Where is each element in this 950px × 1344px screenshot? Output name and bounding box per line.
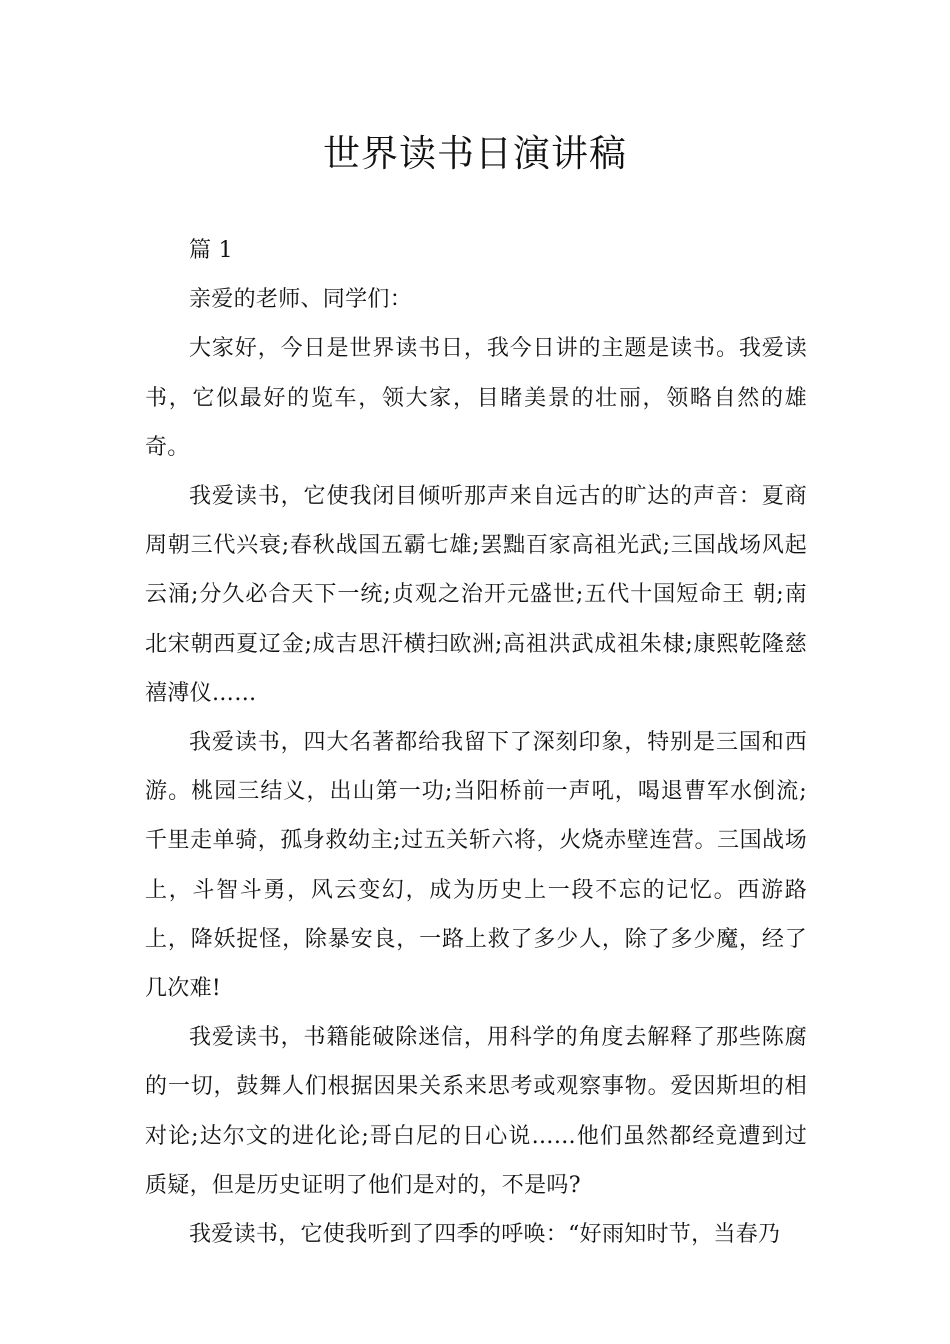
paragraph: 我爱读书，书籍能破除迷信，用科学的角度去解释了那些陈腐的一切，鼓舞人们根据因果关系来思考或观察事物。爱因斯坦的相对论;达尔文的进化论;哥白尼的日心说……他们虽然都经竟遭到过质疑，但是历史证明了他们是对的，不是吗? bbox=[145, 1025, 807, 1198]
document-body bbox=[145, 226, 807, 1259]
paragraph: 大家好，今日是世界读书日，我今日讲的主题是读书。我爱读书，它似最好的览车，领大家，目睹美景的壮丽，领略自然的雄奇。 bbox=[145, 336, 807, 460]
paragraph: 我爱读书，它使我闭目倾听那声来自远古的旷达的声音：夏商周朝三代兴衰;春秋战国五霸七雄;罢黜百家高祖光武;三国战场风起云涌;分久必合天下一统;贞观之治开元盛世;五代十国短命王 朝;南北宋朝西夏辽金;成吉思汗横扫欧洲;高祖洪武成祖朱棣;康熙乾隆慈禧溥仪…… bbox=[145, 484, 807, 706]
salutation: 亲爱的老师、同学们： bbox=[189, 287, 413, 313]
section-heading: 篇 1 bbox=[189, 238, 233, 263]
paragraph: 我爱读书，四大名著都给我留下了深刻印象，特别是三国和西游。桃园三结义，出山第一功;当阳桥前一声吼，喝退曹军水倒流;千里走单骑，孤身救幼主;过五关斩六将，火烧赤壁连营。三国战场上，斗智斗勇，风云变幻，成为历史上一段不忘的记忆。西游路上，降妖捉怪，除暴安良，一路上救了多少人，除了多少魔，经了几次难! bbox=[145, 730, 807, 1002]
document-title: 世界读书日演讲稿 bbox=[323, 132, 627, 175]
paragraph: 我爱读书，它使我听到了四季的呼唤：“好雨知时节，当春乃 bbox=[189, 1222, 781, 1248]
